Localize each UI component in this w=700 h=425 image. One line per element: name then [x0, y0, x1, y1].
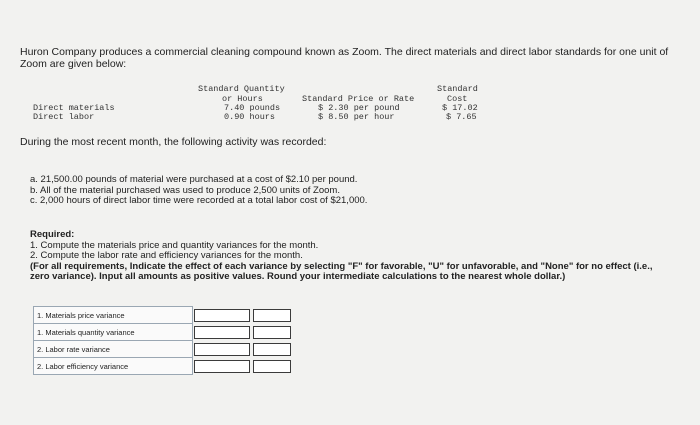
header-standard-quantity: Standard Quantity [198, 84, 285, 94]
standards-table [30, 84, 500, 130]
answer-row-label: 2. Labor efficiency variance [34, 358, 193, 375]
labor-rate-effect-select[interactable] [253, 343, 291, 356]
answer-table [33, 306, 292, 375]
labor-efficiency-effect-select[interactable] [253, 360, 291, 373]
labor-efficiency-amount-input[interactable] [194, 360, 250, 373]
answer-row-label: 2. Labor rate variance [34, 341, 193, 358]
header-standard: Standard [437, 84, 478, 94]
answer-row-label: 1. Materials price variance [34, 307, 193, 324]
activity-item-c: c. 2,000 hours of direct labor time were recorded at a total labor cost of $21,000. [30, 195, 368, 206]
activity-list [30, 175, 367, 207]
materials-qty: 7.40 pounds [224, 103, 281, 113]
materials-price-amount-input[interactable] [194, 309, 250, 322]
required-section [30, 230, 670, 283]
answer-row [34, 324, 292, 341]
answer-row [34, 358, 292, 375]
header-cost: Cost [447, 94, 468, 104]
header-standard-price: Standard Price or Rate [302, 94, 415, 104]
row-label-materials: Direct materials [33, 103, 115, 113]
materials-quantity-effect-select[interactable] [253, 326, 291, 339]
materials-quantity-amount-input[interactable] [194, 326, 250, 339]
header-or-hours: or Hours [222, 94, 263, 104]
answer-row [34, 341, 292, 358]
answer-row [34, 307, 292, 324]
row-label-labor: Direct labor [33, 112, 95, 122]
activity-intro: During the most recent month, the following activity was recorded: [20, 136, 327, 148]
labor-rate-amount-input[interactable] [194, 343, 250, 356]
required-instructions: (For all requirements, Indicate the effect of each variance by selecting "F" for favorable, "U" for unfavorable, and "None" for no effect (i.e., zero variance). Input all amounts as positive values. Round your intermediate calculations to the nearest whole dollar.) [30, 260, 653, 282]
activity-item-b: b. All of the material purchased was used to produce 2,500 units of Zoom. [30, 184, 340, 196]
labor-cost: $ 7.65 [446, 112, 477, 122]
materials-price-effect-select[interactable] [253, 309, 291, 322]
labor-price: $ 8.50 per hour [318, 112, 395, 122]
labor-qty: 0.90 hours [224, 112, 276, 122]
materials-price: $ 2.30 per pound [318, 103, 400, 113]
required-item-2: 2. Compute the labor rate and efficiency variances for the month. [30, 250, 303, 261]
answer-row-label: 1. Materials quantity variance [34, 324, 193, 341]
materials-cost: $ 17.02 [442, 103, 478, 113]
required-heading: Required: [30, 229, 75, 240]
problem-intro: Huron Company produces a commercial cleaning compound known as Zoom. The direct materials and direct labor standards for one unit of Zoom are given below: [20, 46, 669, 70]
activity-item-a: a. 21,500.00 pounds of material were purchased at a cost of $2.10 per pound. [30, 174, 358, 185]
required-item-1: 1. Compute the materials price and quantity variances for the month. [30, 239, 319, 251]
